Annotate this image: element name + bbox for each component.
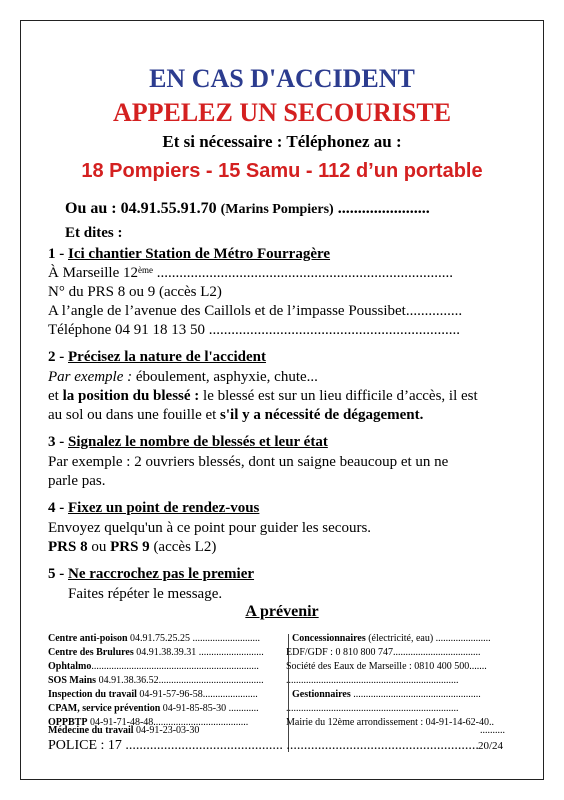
s4-ou: ou	[87, 539, 111, 555]
contact-right-2	[286, 660, 487, 674]
s4-prs9: PRS 9	[110, 539, 150, 555]
section1-line4: Téléphone 04 91 18 13 50 ...................................................................	[48, 322, 461, 338]
section5-heading	[48, 566, 254, 583]
contact-value: 04-91-71-48-48......................................	[87, 717, 249, 728]
section4-line2	[48, 538, 216, 557]
section4-title: Fixez un point de rendez-vous	[68, 500, 260, 516]
contact-right-0	[292, 632, 491, 646]
contact-value: 04-91-85-85-30 ............	[160, 703, 259, 714]
section5-number: 5 -	[48, 566, 68, 582]
section1-number: 1 -	[48, 246, 68, 262]
s4-acces: (accès L2)	[149, 539, 217, 555]
contact-name: Centre anti-poison	[48, 633, 128, 644]
contact-name: Médecine du travail	[48, 725, 134, 736]
contact-right-7	[480, 724, 505, 738]
contact-value: ..........	[480, 725, 505, 736]
section2-line3	[48, 406, 423, 425]
contact-value: .....................................................................	[286, 675, 459, 686]
title-line1: EN CAS D'ACCIDENT	[149, 64, 415, 93]
contact-left-4	[48, 688, 258, 702]
section5-title: Ne raccrochez pas le premier	[68, 566, 255, 582]
section2-number: 2 -	[48, 349, 68, 365]
subtitle: Et si nécessaire : Téléphonez au :	[162, 132, 402, 151]
contact-value: ...................................................	[350, 689, 481, 700]
section1-line1	[48, 264, 453, 283]
section4-line1: Envoyez quelqu'un à ce point pour guider les secours.	[48, 520, 372, 536]
police-line: POLICE : 17 ............................................. .......................................................	[48, 738, 479, 753]
contact-left-3	[48, 674, 264, 688]
contact-name: Inspection du travail	[48, 689, 137, 700]
contact-value: (électricité, eau) ......................	[365, 633, 491, 644]
s2-l2a: et	[48, 388, 63, 404]
section2-heading	[48, 349, 266, 366]
s2-l2c: le blessé est sur un lieu difficile d’accès, il est	[199, 388, 478, 404]
section2-line2	[48, 387, 478, 406]
section3-line2: parle pas.	[48, 473, 106, 489]
s1-l1a: À Marseille 12	[48, 265, 138, 281]
contact-left-5	[48, 702, 259, 716]
contact-left-1	[48, 646, 264, 660]
contact-right-4	[292, 688, 481, 702]
contact-right-5	[286, 702, 459, 716]
emergency-numbers: 18 Pompiers - 15 Samu - 112 d’un portable	[81, 160, 483, 182]
contact-name: SOS Mains	[48, 675, 97, 686]
section4-heading	[48, 500, 259, 517]
s2-l3b: s'il y a nécessité de dégagement.	[220, 407, 424, 423]
section5-line1: Faites répéter le message.	[68, 586, 223, 602]
section1-line3: A l’angle de l’avenue des Caillols et de l’impasse Poussibet...............	[48, 303, 463, 319]
contact-left-0	[48, 632, 260, 646]
section3-line1: Par exemple : 2 ouvriers blessés, dont un saigne beaucoup et un ne	[48, 454, 449, 470]
section2-line1	[48, 368, 318, 387]
section3-title: Signalez le nombre de blessés et leur état	[68, 434, 328, 450]
contact-left-2	[48, 660, 259, 674]
contact-name: Centre des Brulures	[48, 647, 134, 658]
et-dites: Et dites :	[65, 225, 123, 241]
contact-name: CPAM, service prévention	[48, 703, 161, 714]
section3-heading	[48, 434, 328, 451]
title-line2: APPELEZ UN SECOURISTE	[112, 98, 452, 127]
s1-l1sup: ème	[137, 265, 153, 275]
contact-value: EDF/GDF : 0 810 800 747...................................	[286, 647, 481, 658]
contact-value: 04.91.38.39.31 ..........................	[133, 647, 264, 658]
contact-value: 04-91-23-03-30	[133, 725, 200, 736]
contact-right-1	[286, 646, 480, 660]
page-number: 20/24	[478, 740, 504, 752]
s4-prs8: PRS 8	[48, 539, 88, 555]
section1-line2: N° du PRS 8 ou 9 (accès L2)	[48, 284, 222, 300]
contact-value: Mairie du 12ème arrondissement : 04-91-14-62-40..	[286, 717, 495, 728]
section4-number: 4 -	[48, 500, 68, 516]
s2-l2b: la position du blessé :	[62, 388, 200, 404]
contact-right-6	[286, 716, 494, 730]
a-prevenir-heading: A prévenir	[245, 603, 319, 620]
section1-title: Ici chantier Station de Métro Fourragère	[68, 246, 331, 262]
contact-right-3	[286, 674, 459, 688]
contact-left-7	[48, 724, 199, 738]
contact-name: Gestionnaires	[292, 689, 351, 700]
contact-name: Concessionnaires	[292, 633, 366, 644]
s2-l1i: Par exemple :	[48, 369, 133, 385]
contact-value: ...................................................................	[91, 661, 259, 672]
or-lead: Ou au : 04.91.55.91.70	[65, 200, 217, 217]
contact-name: Ophtalmo	[48, 661, 92, 672]
contact-name: OPPBTP	[48, 717, 88, 728]
s1-l1dots: ...............................................................................	[152, 265, 453, 281]
s2-l3a: au sol ou dans une fouille et	[48, 407, 221, 423]
contact-value: 04.91.75.25.25 ...........................	[127, 633, 261, 644]
or-paren: (Marins Pompiers)	[220, 202, 334, 217]
contact-value: .....................................................................	[286, 703, 459, 714]
section1-heading	[48, 246, 330, 263]
s2-l1rest: éboulement, asphyxie, chute...	[132, 369, 318, 385]
section2-title: Précisez la nature de l'accident	[68, 349, 267, 365]
contact-value: 04.91.38.36.52..........................................	[96, 675, 264, 686]
or-dots: .......................	[337, 200, 430, 217]
contact-value: 04-91-57-96-58......................	[136, 689, 258, 700]
section3-number: 3 -	[48, 434, 68, 450]
contact-value: Société des Eaux de Marseille : 0810 400 500.......	[286, 661, 487, 672]
marins-pompiers-line	[65, 200, 430, 218]
